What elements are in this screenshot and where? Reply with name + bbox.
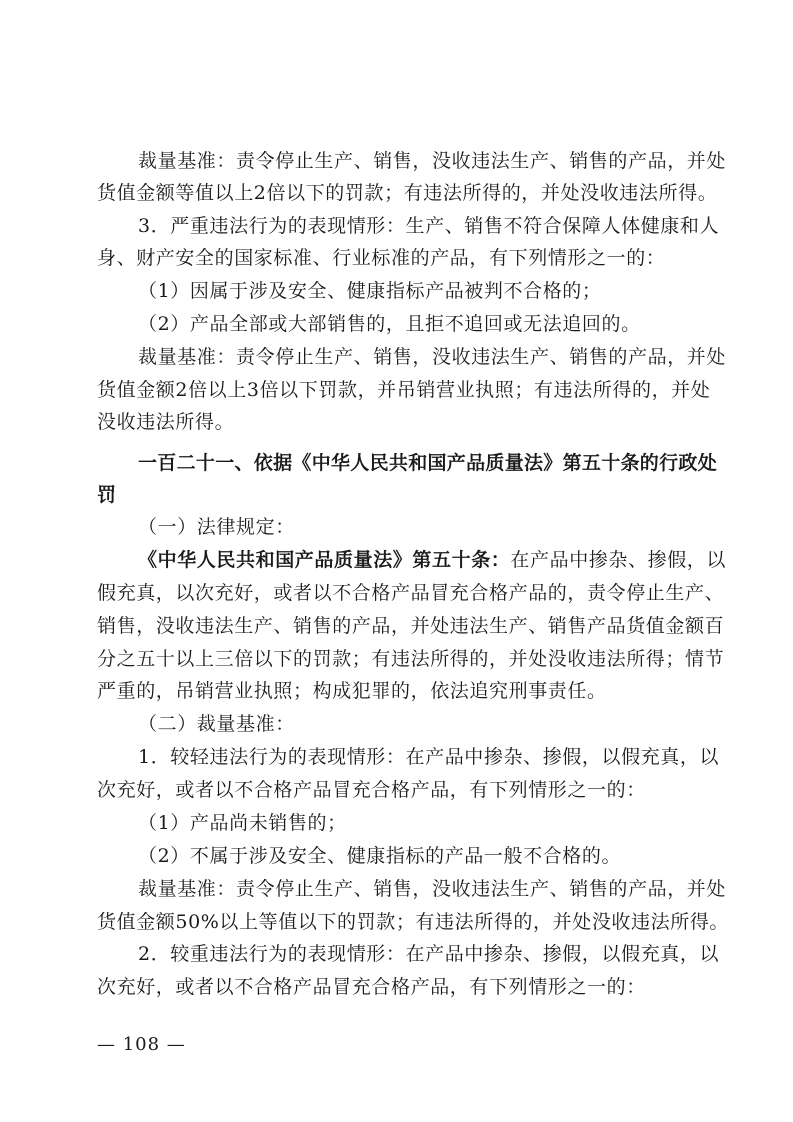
paragraph-line: 身、财产安全的国家标准、行业标准的产品，有下列情形之一的：	[97, 247, 666, 269]
paragraph-line: 销售，没收违法生产、销售的产品，并处违法生产、销售产品货值金额百	[97, 615, 725, 637]
paragraph-line: 次充好，或者以不合格产品冒充合格产品，有下列情形之一的：	[97, 779, 646, 801]
list-item-line: （1）因属于涉及安全、健康指标产品被判不合格的；	[138, 280, 602, 302]
list-item-line: （2）产品全部或大部销售的，且拒不追回或无法追回的。	[138, 313, 641, 335]
paragraph-line: 2．较重违法行为的表现情形：在产品中掺杂、掺假，以假充真，以	[138, 943, 720, 965]
paragraph-line: 裁量基准：责令停止生产、销售，没收违法生产、销售的产品，并处	[138, 346, 727, 368]
paragraph-line: 没收违法所得。	[97, 411, 235, 433]
paragraph-line: 货值金额2倍以上3倍以下罚款，并吊销营业执照；有违法所得的，并处	[97, 379, 711, 401]
subsection-label: （二）裁量基准：	[138, 713, 295, 735]
article-reference: 《中华人民共和国产品质量法》第五十条：	[138, 549, 511, 571]
article-text: 在产品中掺杂、掺假，以	[510, 549, 727, 571]
paragraph-line: 裁量基准：责令停止生产、销售，没收违法生产、销售的产品，并处	[138, 878, 727, 900]
paragraph-line: 3．严重违法行为的表现情形：生产、销售不符合保障人体健康和人	[138, 215, 720, 237]
paragraph-line: 假充真，以次充好，或者以不合格产品冒充合格产品的，责令停止生产、	[97, 582, 725, 604]
subsection-label: （一）法律规定：	[138, 516, 295, 538]
list-item-line: （2）不属于涉及安全、健康指标的产品一般不合格的。	[138, 845, 622, 867]
article-paragraph-line	[138, 547, 727, 573]
paragraph-line: 货值金额50%以上等值以下的罚款；有违法所得的，并处没收违法所得。	[97, 911, 730, 933]
paragraph-line: 货值金额等值以上2倍以下的罚款；有违法所得的，并处没收违法所得。	[97, 182, 718, 204]
paragraph-line: 1．较轻违法行为的表现情形：在产品中掺杂、掺假，以假充真，以	[138, 746, 720, 768]
paragraph-line: 裁量基准：责令停止生产、销售，没收违法生产、销售的产品，并处	[138, 150, 727, 172]
paragraph-line: 次充好，或者以不合格产品冒充合格产品，有下列情形之一的：	[97, 976, 646, 998]
paragraph-line: 分之五十以上三倍以下的罚款；有违法所得的，并处没收违法所得；情节	[97, 648, 725, 670]
section-heading: 一百二十一、依据《中华人民共和国产品质量法》第五十条的行政处	[138, 452, 718, 474]
page-number: — 108 —	[97, 1034, 186, 1055]
list-item-line: （1）产品尚未销售的；	[138, 812, 347, 834]
paragraph-line: 严重的，吊销营业执照；构成犯罪的，依法追究刑事责任。	[97, 680, 607, 702]
section-heading-continued: 罚	[97, 484, 117, 506]
